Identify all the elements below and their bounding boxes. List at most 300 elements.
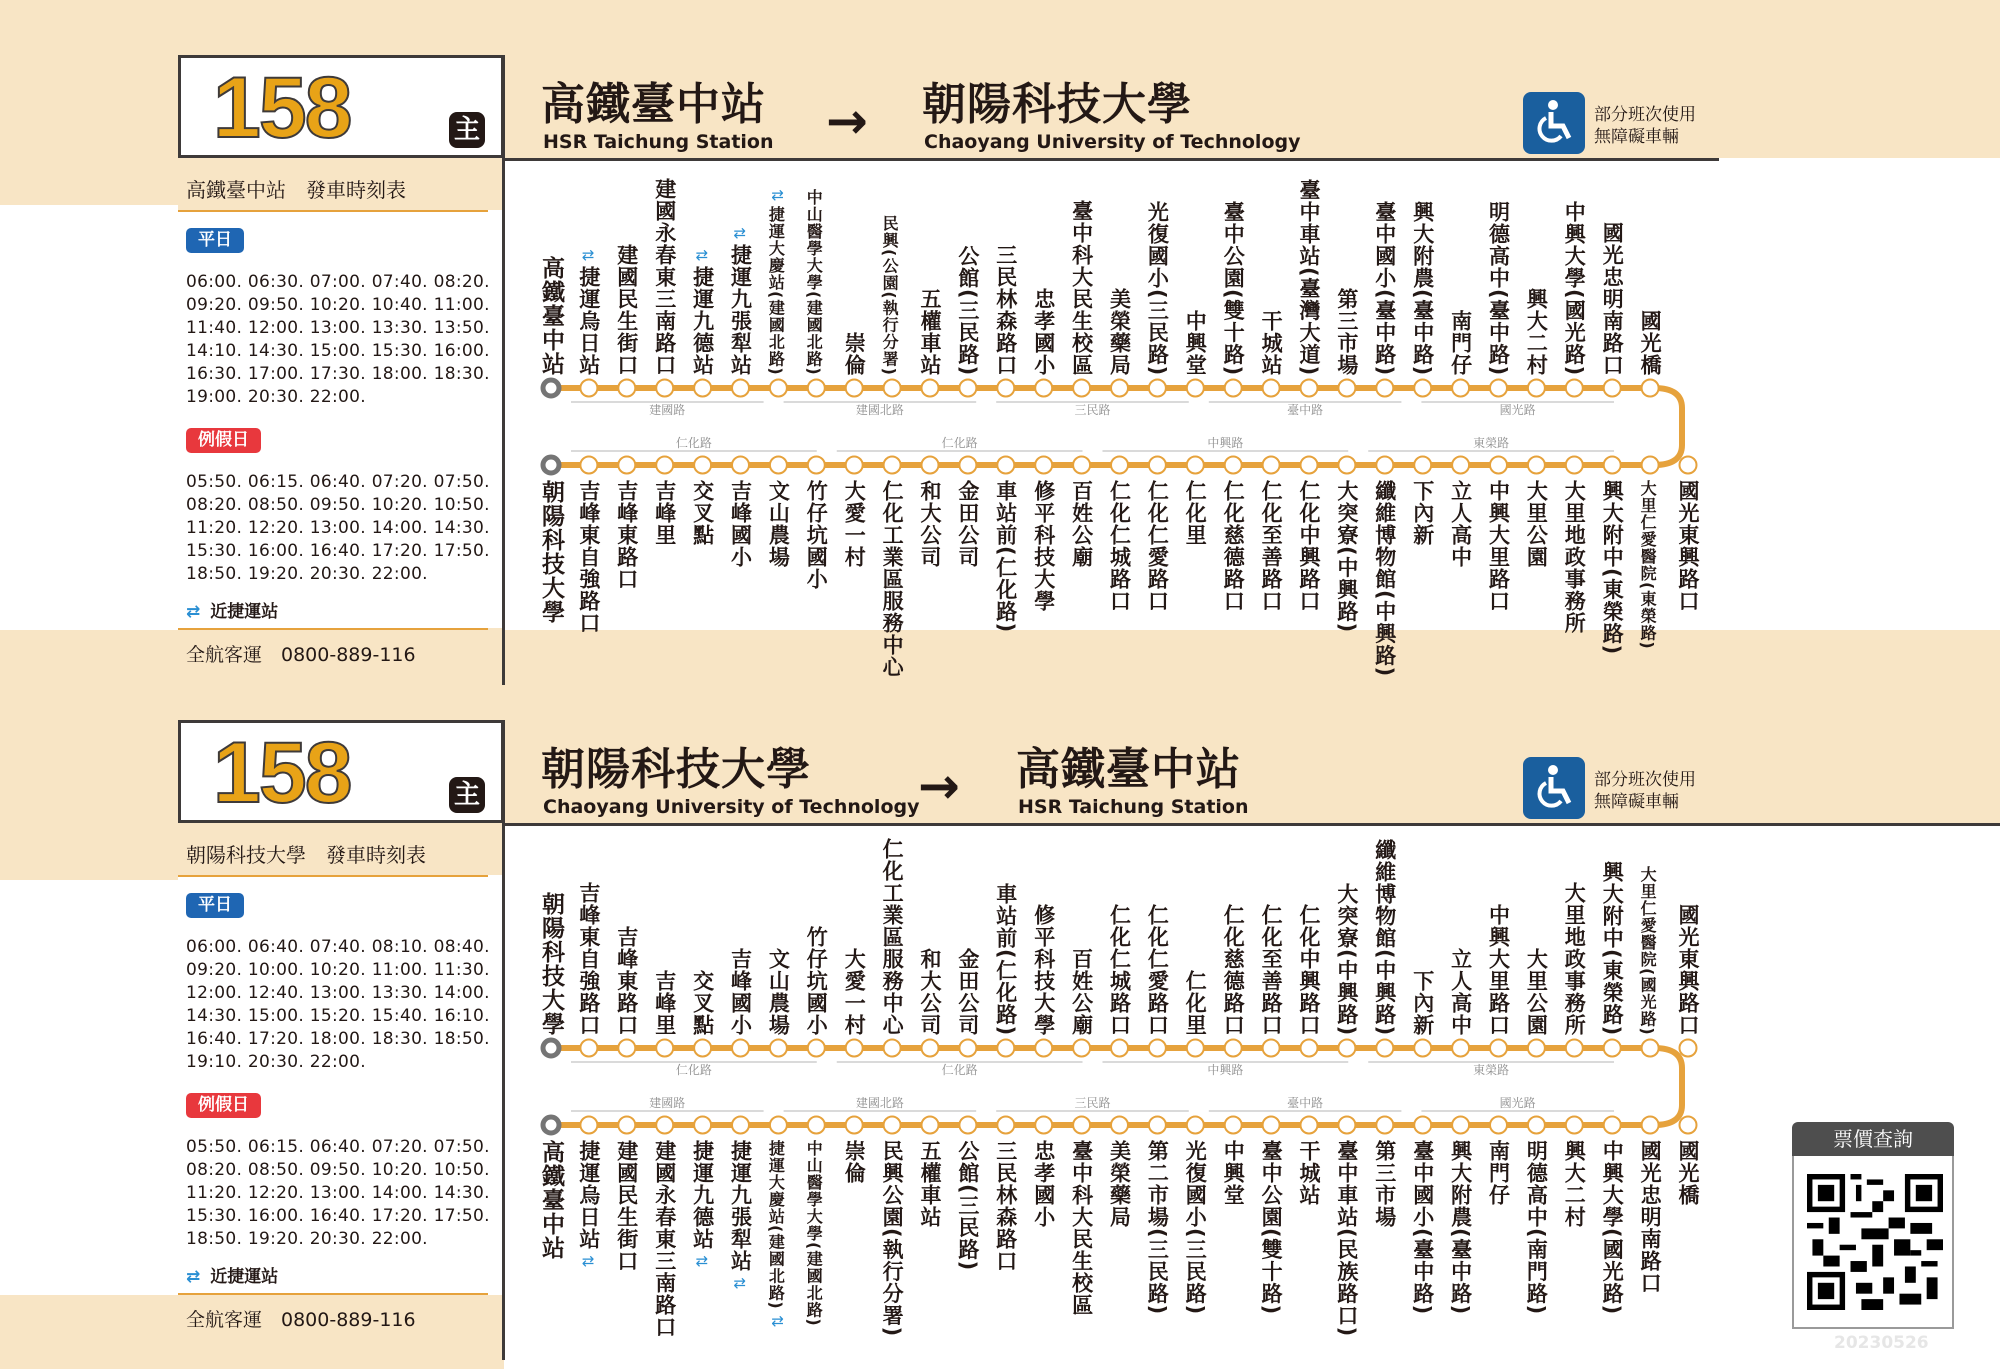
stop-marker xyxy=(1225,457,1242,474)
stop-marker xyxy=(580,1117,597,1134)
weekday-times: 06:00. 06:30. 07:00. 07:40. 08:20. 09:20. 09:50. 10:20. 10:40. 11:00. 11:40. 12:00. 13:00. 13:30. 13:50. 14:10. 14:30. 15:00. 15:30. 16:00. 16:30. 17:00. 17:30. 18:00. 18:30. 19:00. 20:30. 22:00. xyxy=(186,272,490,407)
mrt-transfer-icon: ⇄ xyxy=(733,224,747,242)
stop-marker xyxy=(1225,380,1242,397)
stop-marker xyxy=(1490,1117,1507,1134)
stop-marker xyxy=(1376,1117,1393,1134)
stop-label: 第三市場 xyxy=(1334,288,1359,376)
stop-label: 大里地政事務所 xyxy=(1562,882,1587,1036)
stop-marker xyxy=(1187,1117,1204,1134)
accessibility-line-1: 部分班次使用 xyxy=(1594,770,1696,790)
stop-marker xyxy=(1263,1040,1280,1057)
route-number: 158 xyxy=(213,60,351,156)
qr-code-icon[interactable] xyxy=(1807,1174,1943,1310)
stop-label: 仁化中興路口 xyxy=(1297,480,1321,612)
stop-marker xyxy=(1111,380,1128,397)
stop-label: 五權車站 xyxy=(918,288,942,376)
stop-label: 第三市場 xyxy=(1372,1140,1397,1228)
stop-marker xyxy=(1187,1040,1204,1057)
stop-marker xyxy=(618,457,635,474)
stop-marker xyxy=(1642,1117,1659,1134)
stop-label: 纖維博物館(中興路) xyxy=(1372,838,1397,1036)
stop-label: 仁化中興路口 xyxy=(1297,904,1321,1036)
destination-name: 朝陽科技大學 xyxy=(922,79,1192,130)
road-label: 建國路 xyxy=(649,403,686,417)
mrt-transfer-icon: ⇄ xyxy=(771,1311,784,1330)
stop-marker xyxy=(1452,380,1469,397)
mrt-transfer-icon: ⇄ xyxy=(771,186,784,205)
stop-label: 百姓公廟 xyxy=(1069,948,1094,1036)
stop-label: 國光忠明南路口 xyxy=(1600,222,1625,376)
stop-label: 光復國小(三民路) xyxy=(1183,1140,1208,1316)
stop-marker xyxy=(997,1117,1014,1134)
stop-marker xyxy=(922,380,939,397)
stop-marker xyxy=(1376,1040,1393,1057)
stop-label: 仁化慈德路口 xyxy=(1221,904,1246,1036)
stop-label: 百姓公廟 xyxy=(1069,480,1094,568)
stop-label: 忠孝國小 xyxy=(1031,1140,1056,1228)
stop-label: 國光東興路口 xyxy=(1676,904,1700,1036)
holiday-tag: 例假日 xyxy=(186,1093,261,1118)
stop-label: 大愛一村 xyxy=(842,948,867,1036)
stop-label: 興大附農(臺中路) xyxy=(1410,200,1435,376)
stop-marker xyxy=(1073,1040,1090,1057)
stop-label: 仁化里 xyxy=(1183,480,1208,546)
stop-marker xyxy=(1566,1117,1583,1134)
stop-marker xyxy=(846,457,863,474)
schedule-title: 朝陽科技大學 發車時刻表 xyxy=(186,843,426,867)
direction-arrow-icon: → xyxy=(918,757,960,815)
origin-name-en: Chaoyang University of Technology xyxy=(543,796,920,818)
stop-marker xyxy=(1338,1040,1355,1057)
road-label: 仁化路 xyxy=(941,436,978,450)
stop-label: 纖維博物館(中興路) xyxy=(1372,480,1397,678)
stop-marker xyxy=(884,380,901,397)
route-line xyxy=(551,388,1682,465)
stop-label: 美榮藥局 xyxy=(1107,288,1132,376)
mrt-transfer-icon: ⇄ xyxy=(695,1252,709,1270)
stop-marker xyxy=(694,1117,711,1134)
route-type-badge: 主 xyxy=(449,777,485,813)
stop-label: 吉峰里 xyxy=(652,480,677,546)
stop-marker xyxy=(580,380,597,397)
stop-marker xyxy=(618,380,635,397)
stop-marker xyxy=(580,457,597,474)
stop-marker xyxy=(1073,457,1090,474)
stop-marker xyxy=(1680,457,1697,474)
stop-marker xyxy=(1111,1117,1128,1134)
destination-name-en: Chaoyang University of Technology xyxy=(924,131,1301,153)
stop-label: 和大公司 xyxy=(918,948,942,1036)
stop-label: 車站前(仁化路) xyxy=(993,480,1018,634)
stop-marker xyxy=(770,457,787,474)
stop-label: 臺中國小(臺中路) xyxy=(1372,200,1397,376)
stop-label: 大里公園 xyxy=(1524,948,1549,1036)
road-label: 中興路 xyxy=(1207,1063,1244,1077)
weekday-times: 06:00. 06:40. 07:40. 08:10. 08:40. 09:20. 10:00. 10:20. 11:00. 11:30. 12:00. 12:40. 13:00. 13:30. 14:00. 14:30. 15:00. 15:20. 15:40. 16:10. 16:40. 17:20. 18:00. 18:30. 18:50. 19:10. 20:30. 22:00. xyxy=(186,937,490,1072)
stop-marker xyxy=(1111,457,1128,474)
stop-marker xyxy=(1149,1040,1166,1057)
weekday-tag: 平日 xyxy=(186,893,244,918)
stop-label: 吉峰東自強路口 xyxy=(576,882,601,1036)
stop-label: 民興公園(執行分署) xyxy=(880,1140,905,1338)
stop-label: 和大公司 xyxy=(918,480,942,568)
stop-label: 三民林森路口 xyxy=(993,244,1018,376)
stop-label: 文山農場 xyxy=(766,948,791,1036)
stop-label: 臺中科大民生校區 xyxy=(1069,200,1094,376)
fare-query-label[interactable]: 票價查詢 xyxy=(1792,1122,1954,1156)
stop-marker xyxy=(1035,380,1052,397)
stop-marker xyxy=(1490,380,1507,397)
stop-label: 中山醫學大學(建國北路) xyxy=(804,189,824,376)
stop-marker xyxy=(1452,1117,1469,1134)
stop-label: 下內新 xyxy=(1410,970,1435,1036)
stop-marker xyxy=(1149,1117,1166,1134)
stop-label: 吉峰東路口 xyxy=(614,926,639,1036)
stop-label: 仁化工業區服務中心 xyxy=(880,838,905,1036)
stop-label: 仁化工業區服務中心 xyxy=(880,480,905,678)
stop-label: 大里地政事務所 xyxy=(1562,480,1587,634)
terminal-stop-marker xyxy=(543,1117,559,1133)
stop-label: 交叉點 xyxy=(690,970,715,1036)
stop-marker xyxy=(1642,457,1659,474)
stop-label: 修平科技大學 xyxy=(1031,480,1056,612)
stop-label: 臺中國小(臺中路) xyxy=(1410,1140,1435,1316)
road-label: 仁化路 xyxy=(675,436,712,450)
road-label: 中興路 xyxy=(1207,436,1244,450)
stop-label: 明德高中(臺中路) xyxy=(1486,200,1511,376)
stop-marker xyxy=(959,380,976,397)
stop-label: 五權車站 xyxy=(918,1140,942,1228)
stop-label: 中興堂 xyxy=(1183,310,1208,376)
road-label: 仁化路 xyxy=(941,1063,978,1077)
stop-label: 臺中公園(雙十路) xyxy=(1259,1140,1284,1316)
stop-marker xyxy=(1301,457,1318,474)
destination-name: 高鐵臺中站 xyxy=(1016,744,1241,795)
stop-label: 興大二村 xyxy=(1562,1140,1587,1228)
holiday-times: 05:50. 06:15. 06:40. 07:20. 07:50. 08:20. 08:50. 09:50. 10:20. 10:50. 11:20. 12:20. 13:00. 14:00. 14:30. 15:30. 16:00. 16:40. 17:20. 17:50. 18:50. 19:20. 20:30. 22:00. xyxy=(186,472,490,584)
stop-marker xyxy=(656,1117,673,1134)
stop-marker xyxy=(808,1117,825,1134)
stop-marker xyxy=(997,1040,1014,1057)
origin-name: 高鐵臺中站 xyxy=(541,79,766,130)
stop-marker xyxy=(1680,1117,1697,1134)
stop-marker xyxy=(884,1117,901,1134)
stop-label: 捷運九張犁站 xyxy=(728,244,753,376)
stop-marker xyxy=(1604,380,1621,397)
stop-marker xyxy=(846,1117,863,1134)
issue-date: 20230526 xyxy=(1834,1333,1929,1353)
stop-marker xyxy=(1528,1040,1545,1057)
mrt-legend-label: 近捷運站 xyxy=(210,1267,279,1287)
operator-contact: 全航客運 0800-889-116 xyxy=(186,644,416,666)
stop-label: 立人高中 xyxy=(1448,480,1473,568)
stop-label: 臺中公園(雙十路) xyxy=(1221,200,1246,376)
stop-marker xyxy=(1111,1040,1128,1057)
stop-label: 捷運大慶站(建國北路) xyxy=(766,206,786,376)
stop-marker xyxy=(1263,1117,1280,1134)
stop-marker xyxy=(959,457,976,474)
stop-label: 民興(公園(執行分署) xyxy=(880,215,900,376)
stop-label: 建國民生街口 xyxy=(614,1140,639,1272)
stop-marker xyxy=(1528,457,1545,474)
stop-marker xyxy=(1414,1117,1431,1134)
stop-marker xyxy=(997,380,1014,397)
stop-marker xyxy=(808,380,825,397)
stop-label: 國光東興路口 xyxy=(1676,480,1700,612)
mrt-transfer-icon: ⇄ xyxy=(733,1274,747,1292)
stop-marker xyxy=(1490,457,1507,474)
stop-label: 捷運九德站 xyxy=(690,1140,715,1250)
stop-label: 興大附農(臺中路) xyxy=(1448,1140,1473,1316)
stop-label: 大突寮(中興路) xyxy=(1334,882,1359,1036)
holiday-times: 05:50. 06:15. 06:40. 07:20. 07:50. 08:20. 08:50. 09:50. 10:20. 10:50. 11:20. 12:20. 13:00. 14:00. 14:30. 15:30. 16:00. 16:40. 17:20. 17:50. 18:50. 19:20. 20:30. 22:00. xyxy=(186,1137,490,1249)
origin-name: 朝陽科技大學 xyxy=(541,744,811,795)
stop-label: 捷運大慶站(建國北路) xyxy=(766,1140,786,1310)
stop-marker xyxy=(770,1040,787,1057)
stop-marker xyxy=(770,1117,787,1134)
stop-label: 公館(三民路) xyxy=(955,244,980,376)
stop-label: 第二市場(三民路) xyxy=(1145,1140,1170,1316)
stop-marker xyxy=(694,457,711,474)
road-label: 建國北路 xyxy=(855,403,904,417)
road-label: 東榮路 xyxy=(1473,1063,1510,1077)
stop-label: 捷運烏日站 xyxy=(576,266,601,376)
stop-marker xyxy=(922,1117,939,1134)
stop-marker xyxy=(922,457,939,474)
stop-marker xyxy=(1414,457,1431,474)
stop-marker xyxy=(1338,1117,1355,1134)
stop-label: 南門仔 xyxy=(1486,1140,1511,1206)
stop-marker xyxy=(1301,380,1318,397)
stop-label: 明德高中(南門路) xyxy=(1524,1140,1549,1316)
stop-marker xyxy=(1604,457,1621,474)
accessibility-line-2: 無障礙車輛 xyxy=(1594,127,1679,147)
mrt-transfer-icon: ⇄ xyxy=(581,1252,595,1270)
stop-label: 修平科技大學 xyxy=(1031,904,1056,1036)
terminal-stop-label: 朝陽科技大學 xyxy=(538,892,564,1036)
stop-label: 大里公園 xyxy=(1524,480,1549,568)
stop-label: 仁化仁愛路口 xyxy=(1145,480,1170,612)
stop-marker xyxy=(1604,1117,1621,1134)
stop-label: 臺中車站(臺灣大道) xyxy=(1297,178,1321,376)
destination-name-en: HSR Taichung Station xyxy=(1018,796,1249,818)
stop-label: 大里仁愛醫院(東榮路) xyxy=(1638,480,1658,650)
stop-marker xyxy=(846,380,863,397)
terminal-stop-marker xyxy=(543,457,559,473)
stop-marker xyxy=(1225,1117,1242,1134)
stop-label: 吉峰東自強路口 xyxy=(576,480,601,634)
road-label: 東榮路 xyxy=(1473,436,1510,450)
stop-label: 捷運九德站 xyxy=(690,266,715,376)
stop-label: 中興堂 xyxy=(1221,1140,1246,1206)
stop-marker xyxy=(1187,380,1204,397)
stop-label: 建國民生街口 xyxy=(614,244,639,376)
stop-label: 仁化仁城路口 xyxy=(1107,480,1132,612)
stop-marker xyxy=(1642,380,1659,397)
stop-marker xyxy=(1604,1040,1621,1057)
stop-label: 金田公司 xyxy=(955,948,980,1036)
stop-label: 南門仔 xyxy=(1448,310,1473,376)
stop-label: 吉峰東路口 xyxy=(614,480,639,590)
stop-label: 臺中車站(民族路口) xyxy=(1334,1140,1359,1338)
stop-label: 興大附中(東榮路) xyxy=(1600,860,1625,1036)
stop-label: 捷運九張犁站 xyxy=(728,1140,753,1272)
stop-label: 下內新 xyxy=(1410,480,1435,546)
stop-label: 仁化慈德路口 xyxy=(1221,480,1246,612)
stop-label: 吉峰里 xyxy=(652,970,677,1036)
accessibility-line-2: 無障礙車輛 xyxy=(1594,792,1679,812)
stop-marker xyxy=(1035,1117,1052,1134)
road-label: 建國路 xyxy=(649,1096,686,1110)
stop-marker xyxy=(694,1040,711,1057)
stop-marker xyxy=(1528,380,1545,397)
direction-arrow-icon: → xyxy=(826,92,868,150)
stop-marker xyxy=(618,1040,635,1057)
stop-label: 仁化至善路口 xyxy=(1259,904,1284,1036)
mrt-transfer-icon: ⇄ xyxy=(695,246,709,264)
stop-marker xyxy=(808,457,825,474)
stop-label: 仁化仁城路口 xyxy=(1107,904,1132,1036)
road-label: 三民路 xyxy=(1074,403,1111,417)
stop-label: 仁化仁愛路口 xyxy=(1145,904,1170,1036)
mrt-transfer-icon: ⇄ xyxy=(186,1267,201,1287)
stop-label: 干城站 xyxy=(1259,310,1284,376)
stop-label: 大愛一村 xyxy=(842,480,867,568)
stop-label: 美榮藥局 xyxy=(1107,1140,1132,1228)
stop-marker xyxy=(1338,457,1355,474)
road-label: 仁化路 xyxy=(675,1063,712,1077)
stop-label: 中興大里路口 xyxy=(1486,904,1511,1036)
stop-label: 國光橋 xyxy=(1676,1140,1700,1206)
stop-marker xyxy=(1035,1040,1052,1057)
stop-label: 立人高中 xyxy=(1448,948,1473,1036)
stop-label: 國光橋 xyxy=(1638,310,1663,376)
stop-label: 仁化至善路口 xyxy=(1259,480,1284,612)
schedule-title: 高鐵臺中站 發車時刻表 xyxy=(186,178,406,202)
stop-marker xyxy=(1225,1040,1242,1057)
stop-marker xyxy=(732,1040,749,1057)
stop-marker xyxy=(997,457,1014,474)
stop-marker xyxy=(694,380,711,397)
stop-marker xyxy=(1680,1040,1697,1057)
stop-label: 捷運烏日站 xyxy=(576,1140,601,1250)
road-label: 國光路 xyxy=(1499,1096,1536,1110)
stop-marker xyxy=(1566,1040,1583,1057)
stop-label: 建國永春東三南路口 xyxy=(652,178,677,376)
stop-marker xyxy=(1566,380,1583,397)
terminal-stop-label: 高鐵臺中站 xyxy=(538,256,564,376)
stop-label: 國光忠明南路口 xyxy=(1638,1140,1663,1294)
stop-marker xyxy=(959,1117,976,1134)
road-label: 國光路 xyxy=(1499,403,1536,417)
stop-label: 竹仔坑國小 xyxy=(804,480,829,590)
stop-marker xyxy=(1073,1117,1090,1134)
fare-qr-box[interactable] xyxy=(1792,1156,1954,1329)
stop-label: 三民林森路口 xyxy=(993,1140,1018,1272)
stop-marker xyxy=(808,1040,825,1057)
stop-marker xyxy=(1338,380,1355,397)
stop-marker xyxy=(656,380,673,397)
mrt-transfer-icon: ⇄ xyxy=(186,602,201,622)
route-number: 158 xyxy=(213,725,351,821)
stop-marker xyxy=(656,1040,673,1057)
stop-marker xyxy=(1073,380,1090,397)
holiday-tag: 例假日 xyxy=(186,428,261,453)
stop-label: 公館(三民路) xyxy=(955,1140,980,1272)
stop-label: 車站前(仁化路) xyxy=(993,882,1018,1036)
stop-label: 崇倫 xyxy=(842,1140,867,1184)
stop-label: 中興大里路口 xyxy=(1486,480,1511,612)
stop-marker xyxy=(732,380,749,397)
stop-marker xyxy=(1566,457,1583,474)
stop-marker xyxy=(1263,457,1280,474)
stop-label: 大突寮(中興路) xyxy=(1334,480,1359,634)
stop-label: 中興大學(國光路) xyxy=(1562,200,1587,376)
stop-marker xyxy=(732,457,749,474)
stop-label: 忠孝國小 xyxy=(1031,288,1056,376)
terminal-stop-marker xyxy=(543,380,559,396)
stop-marker xyxy=(1187,457,1204,474)
stop-label: 臺中科大民生校區 xyxy=(1069,1140,1094,1316)
stop-marker xyxy=(1376,380,1393,397)
stop-label: 仁化里 xyxy=(1183,970,1208,1036)
stop-marker xyxy=(1376,457,1393,474)
terminal-stop-label: 高鐵臺中站 xyxy=(538,1140,564,1260)
stop-label: 大里仁愛醫院(國光路) xyxy=(1638,866,1658,1036)
weekday-tag: 平日 xyxy=(186,228,244,253)
stop-label: 興大二村 xyxy=(1524,288,1549,376)
terminal-stop-marker xyxy=(543,1040,559,1056)
stop-marker xyxy=(580,1040,597,1057)
stop-marker xyxy=(1301,1040,1318,1057)
stop-marker xyxy=(732,1117,749,1134)
stop-label: 崇倫 xyxy=(842,332,867,376)
stop-marker xyxy=(1490,1040,1507,1057)
stop-label: 文山農場 xyxy=(766,480,791,568)
stop-marker xyxy=(1149,380,1166,397)
stop-marker xyxy=(1301,1117,1318,1134)
stop-label: 吉峰國小 xyxy=(728,480,753,568)
stop-marker xyxy=(922,1040,939,1057)
route-type-badge: 主 xyxy=(449,112,485,148)
stop-marker xyxy=(1035,457,1052,474)
stop-marker xyxy=(1452,457,1469,474)
stop-label: 干城站 xyxy=(1297,1140,1321,1206)
stop-label: 興大附中(東榮路) xyxy=(1600,480,1625,656)
stop-marker xyxy=(846,1040,863,1057)
road-label: 臺中路 xyxy=(1287,1096,1324,1110)
operator-contact: 全航客運 0800-889-116 xyxy=(186,1309,416,1331)
route-line xyxy=(551,1048,1682,1125)
mrt-transfer-icon: ⇄ xyxy=(581,246,595,264)
stop-label: 中興大學(國光路) xyxy=(1600,1140,1625,1316)
stop-marker xyxy=(1414,380,1431,397)
stop-label: 竹仔坑國小 xyxy=(804,926,829,1036)
stop-marker xyxy=(618,1117,635,1134)
stop-marker xyxy=(770,380,787,397)
mrt-legend-label: 近捷運站 xyxy=(210,602,279,622)
stop-label: 光復國小(三民路) xyxy=(1145,200,1170,376)
stop-marker xyxy=(1642,1040,1659,1057)
stop-marker xyxy=(1263,380,1280,397)
accessibility-line-1: 部分班次使用 xyxy=(1594,105,1696,125)
stop-label: 金田公司 xyxy=(955,480,980,568)
terminal-stop-label: 朝陽科技大學 xyxy=(538,480,564,624)
stop-marker xyxy=(1414,1040,1431,1057)
stop-marker xyxy=(1452,1040,1469,1057)
stop-marker xyxy=(1528,1117,1545,1134)
stop-marker xyxy=(656,457,673,474)
